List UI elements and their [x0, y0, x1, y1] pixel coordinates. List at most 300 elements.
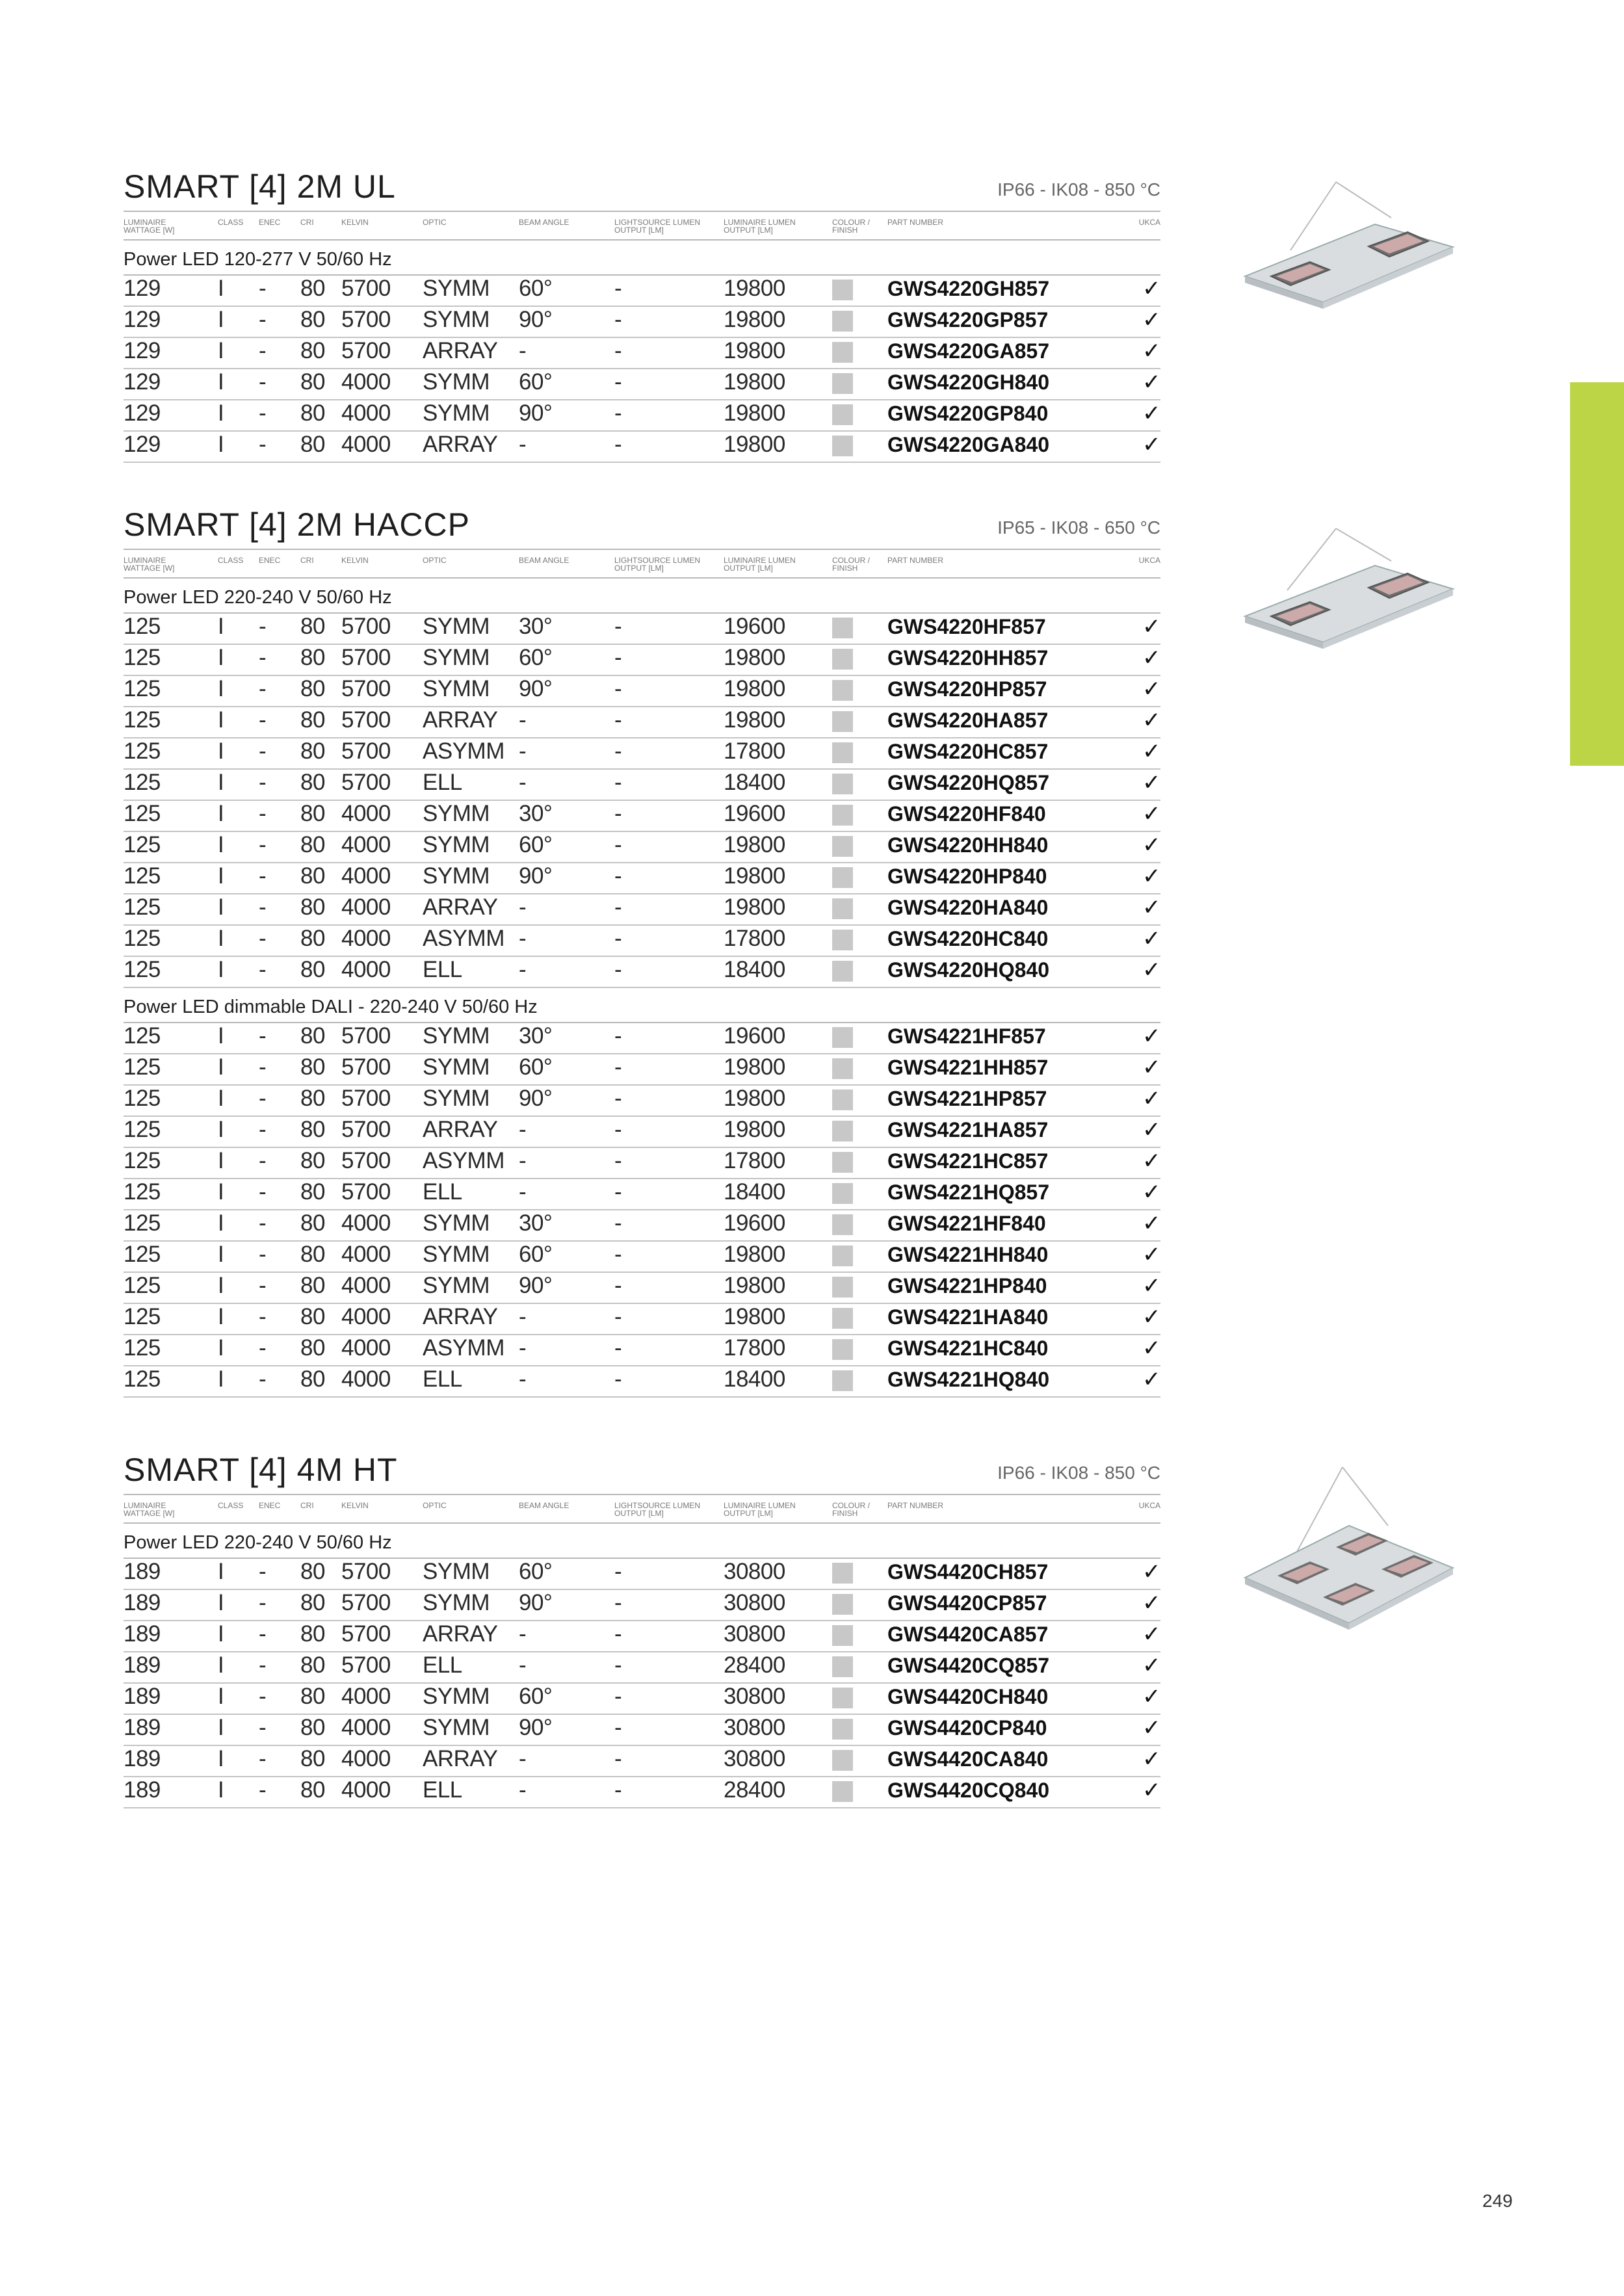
enec-cell: -	[259, 1652, 267, 1678]
optic-cell: ARRAY	[423, 432, 498, 457]
kelvin-cell: 5700	[341, 276, 391, 301]
wattage-cell: 125	[124, 894, 161, 920]
lightsource-lumen-cell: -	[614, 863, 622, 889]
enec-cell: -	[259, 1777, 267, 1803]
class-cell: I	[218, 1559, 224, 1584]
enec-cell: -	[259, 1590, 267, 1615]
beam-angle-cell: 90°	[519, 1086, 553, 1111]
class-cell: I	[218, 1335, 224, 1361]
lightsource-lumen-cell: -	[614, 1684, 622, 1709]
enec-cell: -	[259, 1179, 267, 1205]
table-row	[124, 338, 1160, 369]
cri-cell: 80	[300, 614, 325, 639]
class-cell: I	[218, 1210, 224, 1236]
class-cell: I	[218, 801, 224, 826]
kelvin-cell: 5700	[341, 1559, 391, 1584]
part-number-cell: GWS4221HP857	[887, 1087, 1047, 1110]
cri-cell: 80	[300, 1715, 325, 1740]
part-number-cell: GWS4221HC840	[887, 1337, 1049, 1360]
cri-cell: 80	[300, 1335, 325, 1361]
optic-cell: SYMM	[423, 1590, 490, 1615]
col-header-luminaire-lumen: LUMINAIRE LUMEN OUTPUT [LM]	[724, 218, 796, 235]
kelvin-cell: 4000	[341, 369, 391, 395]
col-header-kelvin: KELVIN	[341, 218, 369, 227]
optic-cell: SYMM	[423, 307, 490, 332]
section-header	[124, 168, 1160, 211]
luminaire-lumen-cell: 19600	[724, 1210, 785, 1236]
class-cell: I	[218, 676, 224, 701]
check-icon: ✓	[1142, 1653, 1160, 1678]
wattage-cell: 125	[124, 1242, 161, 1267]
class-cell: I	[218, 707, 224, 733]
lightsource-lumen-cell: -	[614, 614, 622, 639]
beam-angle-cell: 30°	[519, 614, 553, 639]
enec-cell: -	[259, 645, 267, 670]
kelvin-cell: 4000	[341, 1273, 391, 1298]
kelvin-cell: 5700	[341, 1621, 391, 1647]
part-number-cell: GWS4220HF857	[887, 615, 1046, 638]
col-header-lightsource-lumen: LIGHTSOURCE LUMEN OUTPUT [LM]	[614, 1501, 701, 1518]
section-header	[124, 506, 1160, 549]
colour-swatch	[832, 649, 853, 670]
colour-swatch	[832, 1089, 853, 1110]
part-number-cell: GWS4220HF840	[887, 802, 1046, 826]
luminaire-lumen-cell: 19800	[724, 369, 785, 395]
lightsource-lumen-cell: -	[614, 957, 622, 982]
col-header-lightsource-lumen: LIGHTSOURCE LUMEN OUTPUT [LM]	[614, 218, 701, 235]
section-rating: IP65 - IK08 - 650 °C	[997, 517, 1160, 538]
table-row	[124, 1023, 1160, 1054]
optic-cell: ARRAY	[423, 1621, 498, 1647]
wattage-cell: 129	[124, 400, 161, 426]
col-header-enec: ENEC	[259, 218, 281, 227]
class-cell: I	[218, 645, 224, 670]
optic-cell: SYMM	[423, 369, 490, 395]
check-icon: ✓	[1142, 1591, 1160, 1615]
part-number-cell: GWS4221HF840	[887, 1212, 1046, 1235]
optic-cell: SYMM	[423, 1023, 490, 1049]
enec-cell: -	[259, 1335, 267, 1361]
lightsource-lumen-cell: -	[614, 1117, 622, 1142]
enec-cell: -	[259, 1715, 267, 1740]
beam-angle-cell: -	[519, 1304, 527, 1329]
cri-cell: 80	[300, 1086, 325, 1111]
lightsource-lumen-cell: -	[614, 1366, 622, 1392]
cri-cell: 80	[300, 1777, 325, 1803]
table-row	[124, 1590, 1160, 1621]
colour-swatch	[832, 680, 853, 701]
col-header-colour: COLOUR / FINISH	[832, 1501, 871, 1518]
check-icon: ✓	[1142, 1715, 1160, 1740]
col-header-part-number: PART NUMBER	[887, 218, 944, 227]
class-cell: I	[218, 400, 224, 426]
colour-swatch	[832, 1719, 853, 1740]
beam-angle-cell: 30°	[519, 1210, 553, 1236]
cri-cell: 80	[300, 307, 325, 332]
beam-angle-cell: -	[519, 1117, 527, 1142]
table-row	[124, 307, 1160, 338]
col-header-class: CLASS	[218, 556, 244, 565]
part-number-cell: GWS4220GA857	[887, 339, 1050, 363]
col-header-kelvin: KELVIN	[341, 556, 369, 565]
colour-swatch	[832, 1625, 853, 1646]
beam-angle-cell: 60°	[519, 1054, 553, 1080]
check-icon: ✓	[1142, 307, 1160, 332]
wattage-cell: 125	[124, 1086, 161, 1111]
beam-angle-cell: -	[519, 1777, 527, 1803]
luminaire-lumen-cell: 19600	[724, 801, 785, 826]
beam-angle-cell: -	[519, 1366, 527, 1392]
col-header-beam-angle: BEAM ANGLE	[519, 218, 570, 227]
wattage-cell: 125	[124, 614, 161, 639]
cri-cell: 80	[300, 1148, 325, 1173]
check-icon: ✓	[1142, 1336, 1160, 1361]
optic-cell: ELL	[423, 1777, 462, 1803]
kelvin-cell: 4000	[341, 1366, 391, 1392]
kelvin-cell: 5700	[341, 1148, 391, 1173]
class-cell: I	[218, 926, 224, 951]
col-header-part-number: PART NUMBER	[887, 556, 944, 565]
kelvin-cell: 4000	[341, 1715, 391, 1740]
kelvin-cell: 4000	[341, 894, 391, 920]
colour-swatch	[832, 1656, 853, 1677]
part-number-cell: GWS4220GP840	[887, 402, 1049, 425]
kelvin-cell: 4000	[341, 863, 391, 889]
table-row	[124, 1086, 1160, 1117]
col-header-wattage: LUMINAIRE WATTAGE [W]	[124, 218, 175, 235]
cri-cell: 80	[300, 801, 325, 826]
colour-swatch	[832, 711, 853, 732]
colour-swatch	[832, 1058, 853, 1079]
enec-cell: -	[259, 1304, 267, 1329]
section-rating: IP66 - IK08 - 850 °C	[997, 1463, 1160, 1483]
lightsource-lumen-cell: -	[614, 1054, 622, 1080]
part-number-cell: GWS4220HQ840	[887, 958, 1050, 982]
table-row	[124, 707, 1160, 738]
luminaire-lumen-cell: 30800	[724, 1715, 785, 1740]
beam-angle-cell: 90°	[519, 307, 553, 332]
cri-cell: 80	[300, 1023, 325, 1049]
column-header	[124, 1494, 1160, 1524]
colour-swatch	[832, 1121, 853, 1141]
beam-angle-cell: -	[519, 432, 527, 457]
col-header-wattage: LUMINAIRE WATTAGE [W]	[124, 1501, 175, 1518]
class-cell: I	[218, 1366, 224, 1392]
kelvin-cell: 5700	[341, 1179, 391, 1205]
table-row	[124, 863, 1160, 894]
table-row	[124, 926, 1160, 957]
beam-angle-cell: 30°	[519, 1023, 553, 1049]
wattage-cell: 129	[124, 338, 161, 363]
col-header-kelvin: KELVIN	[341, 1501, 369, 1510]
part-number-cell: GWS4420CQ857	[887, 1654, 1050, 1677]
optic-cell: SYMM	[423, 276, 490, 301]
check-icon: ✓	[1142, 614, 1160, 639]
col-header-optic: OPTIC	[423, 1501, 447, 1510]
colour-swatch	[832, 311, 853, 332]
cri-cell: 80	[300, 957, 325, 982]
class-cell: I	[218, 1684, 224, 1709]
part-number-cell: GWS4220HC857	[887, 740, 1049, 763]
enec-cell: -	[259, 1366, 267, 1392]
col-header-lightsource-lumen: LIGHTSOURCE LUMEN OUTPUT [LM]	[614, 556, 701, 573]
table-row	[124, 1304, 1160, 1335]
colour-swatch	[832, 742, 853, 763]
section-title: SMART [4] 2M UL	[124, 168, 396, 205]
check-icon: ✓	[1142, 1024, 1160, 1049]
lightsource-lumen-cell: -	[614, 400, 622, 426]
lightsource-lumen-cell: -	[614, 1179, 622, 1205]
lightsource-lumen-cell: -	[614, 645, 622, 670]
cri-cell: 80	[300, 1210, 325, 1236]
group-label	[124, 579, 1160, 614]
optic-cell: ELL	[423, 1652, 462, 1678]
luminaire-lumen-cell: 30800	[724, 1746, 785, 1771]
wattage-cell: 125	[124, 801, 161, 826]
kelvin-cell: 4000	[341, 1304, 391, 1329]
luminaire-lumen-cell: 28400	[724, 1777, 785, 1803]
lightsource-lumen-cell: -	[614, 1715, 622, 1740]
kelvin-cell: 5700	[341, 614, 391, 639]
part-number-cell: GWS4221HA857	[887, 1118, 1049, 1141]
lightsource-lumen-cell: -	[614, 1273, 622, 1298]
luminaire-lumen-cell: 19800	[724, 1304, 785, 1329]
col-header-class: CLASS	[218, 1501, 244, 1510]
cri-cell: 80	[300, 863, 325, 889]
beam-angle-cell: -	[519, 1179, 527, 1205]
table-row	[124, 957, 1160, 988]
lightsource-lumen-cell: -	[614, 1590, 622, 1615]
part-number-cell: GWS4221HC857	[887, 1149, 1049, 1173]
wattage-cell: 189	[124, 1777, 161, 1803]
optic-cell: SYMM	[423, 1086, 490, 1111]
cri-cell: 80	[300, 276, 325, 301]
class-cell: I	[218, 1304, 224, 1329]
wattage-cell: 129	[124, 369, 161, 395]
luminaire-lumen-cell: 17800	[724, 1148, 785, 1173]
beam-angle-cell: -	[519, 894, 527, 920]
beam-angle-cell: 60°	[519, 1559, 553, 1584]
optic-cell: ARRAY	[423, 1117, 498, 1142]
check-icon: ✓	[1142, 802, 1160, 826]
class-cell: I	[218, 1023, 224, 1049]
luminaire-lumen-cell: 19800	[724, 1054, 785, 1080]
beam-angle-cell: -	[519, 770, 527, 795]
kelvin-cell: 5700	[341, 1590, 391, 1615]
luminaire-lumen-cell: 19800	[724, 400, 785, 426]
check-icon: ✓	[1142, 926, 1160, 951]
part-number-cell: GWS4220HH857	[887, 646, 1049, 670]
enec-cell: -	[259, 832, 267, 857]
table-row	[124, 1148, 1160, 1179]
enec-cell: -	[259, 1684, 267, 1709]
group-label-text: Power LED 220-240 V 50/60 Hz	[124, 587, 392, 608]
class-cell: I	[218, 1746, 224, 1771]
cri-cell: 80	[300, 1684, 325, 1709]
lightsource-lumen-cell: -	[614, 1148, 622, 1173]
colour-swatch	[832, 930, 853, 950]
cri-cell: 80	[300, 707, 325, 733]
enec-cell: -	[259, 926, 267, 951]
table-body	[124, 241, 1160, 463]
luminaire-lumen-cell: 17800	[724, 1335, 785, 1361]
section-smart-2m-ul	[124, 168, 1160, 463]
part-number-cell: GWS4221HQ840	[887, 1368, 1050, 1391]
check-icon: ✓	[1142, 739, 1160, 764]
check-icon: ✓	[1142, 1559, 1160, 1584]
table-row	[124, 1117, 1160, 1148]
luminaire-lumen-cell: 18400	[724, 957, 785, 982]
cri-cell: 80	[300, 645, 325, 670]
luminaire-lumen-cell: 19800	[724, 707, 785, 733]
check-icon: ✓	[1142, 1273, 1160, 1298]
lightsource-lumen-cell: -	[614, 1023, 622, 1049]
cri-cell: 80	[300, 1559, 325, 1584]
wattage-cell: 125	[124, 676, 161, 701]
col-header-colour: COLOUR / FINISH	[832, 218, 871, 235]
lightsource-lumen-cell: -	[614, 1335, 622, 1361]
enec-cell: -	[259, 1273, 267, 1298]
lightsource-lumen-cell: -	[614, 832, 622, 857]
class-cell: I	[218, 1590, 224, 1615]
part-number-cell: GWS4420CH857	[887, 1560, 1049, 1584]
class-cell: I	[218, 1117, 224, 1142]
table-row	[124, 1179, 1160, 1210]
kelvin-cell: 5700	[341, 1054, 391, 1080]
col-header-luminaire-lumen: LUMINAIRE LUMEN OUTPUT [LM]	[724, 556, 796, 573]
lightsource-lumen-cell: -	[614, 707, 622, 733]
check-icon: ✓	[1142, 1117, 1160, 1142]
luminaire-lumen-cell: 19800	[724, 832, 785, 857]
col-header-ukca: UKCA	[1138, 556, 1160, 565]
beam-angle-cell: 60°	[519, 1684, 553, 1709]
kelvin-cell: 4000	[341, 832, 391, 857]
part-number-cell: GWS4221HH857	[887, 1056, 1049, 1079]
beam-angle-cell: 90°	[519, 1590, 553, 1615]
luminaire-lumen-cell: 19800	[724, 432, 785, 457]
colour-swatch	[832, 618, 853, 638]
column-header	[124, 549, 1160, 579]
table-row	[124, 801, 1160, 832]
cri-cell: 80	[300, 1054, 325, 1080]
class-cell: I	[218, 1273, 224, 1298]
beam-angle-cell: -	[519, 957, 527, 982]
part-number-cell: GWS4220GH840	[887, 371, 1050, 394]
luminaire-lumen-cell: 30800	[724, 1559, 785, 1584]
beam-angle-cell: 90°	[519, 863, 553, 889]
col-header-cri: CRI	[300, 1501, 314, 1510]
optic-cell: ASYMM	[423, 1335, 504, 1361]
part-number-cell: GWS4220GA840	[887, 433, 1050, 456]
colour-swatch	[832, 280, 853, 300]
part-number-cell: GWS4220HP840	[887, 865, 1047, 888]
luminaire-lumen-cell: 19600	[724, 1023, 785, 1049]
cri-cell: 80	[300, 1621, 325, 1647]
enec-cell: -	[259, 338, 267, 363]
section-title: SMART [4] 4M HT	[124, 1452, 398, 1488]
check-icon: ✓	[1142, 1242, 1160, 1267]
optic-cell: ARRAY	[423, 707, 498, 733]
wattage-cell: 125	[124, 1023, 161, 1049]
section-smart-2m-haccp	[124, 506, 1160, 1398]
part-number-cell: GWS4420CA857	[887, 1623, 1049, 1646]
check-icon: ✓	[1142, 770, 1160, 795]
check-icon: ✓	[1142, 1086, 1160, 1111]
table-row	[124, 1210, 1160, 1242]
luminaire-lumen-cell: 17800	[724, 738, 785, 764]
colour-swatch	[832, 1563, 853, 1584]
kelvin-cell: 5700	[341, 1117, 391, 1142]
col-header-luminaire-lumen: LUMINAIRE LUMEN OUTPUT [LM]	[724, 1501, 796, 1518]
lightsource-lumen-cell: -	[614, 1086, 622, 1111]
colour-swatch	[832, 1152, 853, 1173]
enec-cell: -	[259, 1559, 267, 1584]
lightsource-lumen-cell: -	[614, 801, 622, 826]
beam-angle-cell: -	[519, 338, 527, 363]
lightsource-lumen-cell: -	[614, 369, 622, 395]
enec-cell: -	[259, 957, 267, 982]
luminaire-lumen-cell: 19800	[724, 338, 785, 363]
table-row	[124, 1715, 1160, 1746]
kelvin-cell: 4000	[341, 926, 391, 951]
optic-cell: SYMM	[423, 863, 490, 889]
class-cell: I	[218, 894, 224, 920]
optic-cell: ASYMM	[423, 738, 504, 764]
cri-cell: 80	[300, 1366, 325, 1392]
table-row	[124, 1621, 1160, 1652]
class-cell: I	[218, 338, 224, 363]
colour-swatch	[832, 774, 853, 794]
check-icon: ✓	[1142, 958, 1160, 982]
enec-cell: -	[259, 1117, 267, 1142]
beam-angle-cell: 90°	[519, 676, 553, 701]
optic-cell: ARRAY	[423, 1304, 498, 1329]
optic-cell: SYMM	[423, 676, 490, 701]
check-icon: ✓	[1142, 1622, 1160, 1647]
wattage-cell: 125	[124, 926, 161, 951]
optic-cell: SYMM	[423, 801, 490, 826]
colour-swatch	[832, 805, 853, 826]
wattage-cell: 125	[124, 863, 161, 889]
col-header-cri: CRI	[300, 556, 314, 565]
table-row	[124, 1777, 1160, 1808]
section-smart-4m-ht	[124, 1451, 1160, 1808]
beam-angle-cell: -	[519, 1148, 527, 1173]
enec-cell: -	[259, 369, 267, 395]
colour-swatch	[832, 373, 853, 394]
table-row	[124, 432, 1160, 463]
class-cell: I	[218, 1179, 224, 1205]
section-rating: IP66 - IK08 - 850 °C	[997, 179, 1160, 200]
optic-cell: ASYMM	[423, 1148, 504, 1173]
wattage-cell: 129	[124, 276, 161, 301]
kelvin-cell: 4000	[341, 432, 391, 457]
enec-cell: -	[259, 863, 267, 889]
table-row	[124, 400, 1160, 432]
table-row	[124, 1335, 1160, 1366]
lightsource-lumen-cell: -	[614, 894, 622, 920]
optic-cell: SYMM	[423, 614, 490, 639]
kelvin-cell: 4000	[341, 1242, 391, 1267]
luminaire-lumen-cell: 19600	[724, 614, 785, 639]
cri-cell: 80	[300, 1652, 325, 1678]
enec-cell: -	[259, 770, 267, 795]
section-header	[124, 1451, 1160, 1494]
table-row	[124, 894, 1160, 926]
luminaire-lumen-cell: 19800	[724, 1086, 785, 1111]
table-row	[124, 1242, 1160, 1273]
beam-angle-cell: 90°	[519, 1273, 553, 1298]
